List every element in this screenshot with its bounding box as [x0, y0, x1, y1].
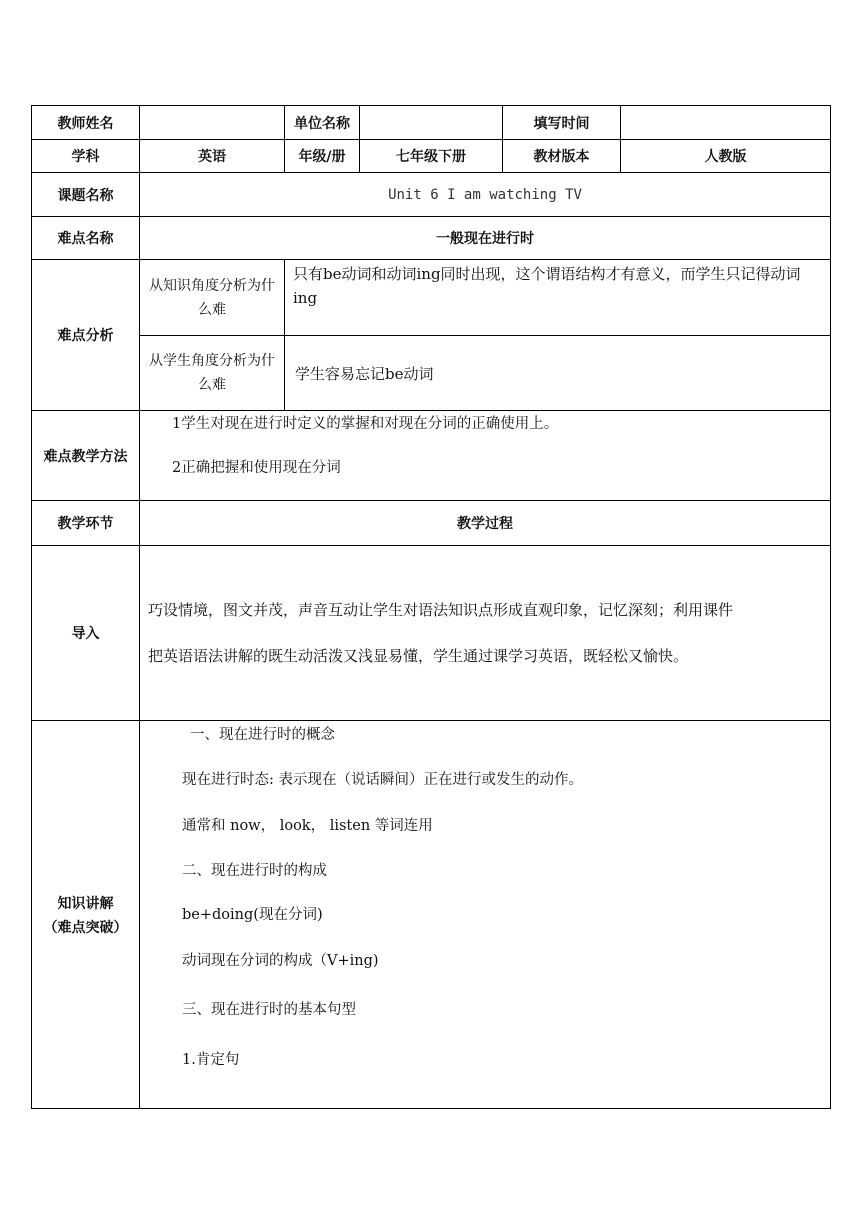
difficulty-row [32, 217, 831, 260]
knowledge-angle-label: 从知识角度分析为什么难 [140, 260, 285, 336]
knowledge-row [32, 721, 831, 1109]
knowledge-line-7: 三、现在进行时的基本句型 [182, 1002, 356, 1018]
method-line-1: 1学生对现在进行时定义的掌握和对现在分词的正确使用上。 [172, 416, 559, 432]
teacher-name-label: 教师姓名 [32, 106, 140, 140]
intro-label: 导入 [32, 546, 140, 721]
lesson-plan-table [31, 105, 831, 1109]
subject-label: 学科 [32, 140, 140, 173]
difficulty-label: 难点名称 [32, 217, 140, 260]
difficulty-value: 一般现在进行时 [140, 217, 831, 260]
knowledge-line-5: be+doing(现在分词) [182, 907, 323, 923]
analysis-label: 难点分析 [32, 260, 140, 411]
intro-content [140, 546, 831, 721]
subject-row [32, 140, 831, 173]
grade-label: 年级/册 [285, 140, 360, 173]
student-angle-label: 从学生角度分析为什么难 [140, 336, 285, 411]
process-header-row [32, 501, 831, 546]
topic-row [32, 173, 831, 217]
intro-row [32, 546, 831, 721]
knowledge-line-8: 1.肯定句 [182, 1052, 240, 1068]
unit-name-label: 单位名称 [285, 106, 360, 140]
method-label: 难点教学方法 [32, 411, 140, 501]
fill-date-label: 填写时间 [503, 106, 621, 140]
knowledge-angle-text: 只有be动词和动词ing同时出现，这个谓语结构才有意义，而学生只记得动词ing [285, 260, 831, 336]
topic-label: 课题名称 [32, 173, 140, 217]
method-line-2: 2正确把握和使用现在分词 [172, 460, 341, 476]
method-row [32, 411, 831, 501]
intro-line-2: 把英语语法讲解的既生动活泼又浅显易懂，学生通过课学习英语，既轻松又愉快。 [148, 647, 689, 665]
knowledge-line-6: 动词现在分词的构成（V+ing) [182, 953, 379, 969]
knowledge-line-4: 二、现在进行时的构成 [182, 863, 327, 879]
knowledge-line-3: 通常和 now， look， listen 等词连用 [182, 818, 433, 834]
knowledge-line-1: 一、现在进行时的概念 [190, 727, 335, 743]
unit-name-value [360, 106, 503, 140]
method-content [140, 411, 831, 501]
knowledge-label [32, 721, 140, 1109]
edition-label: 教材版本 [503, 140, 621, 173]
analysis-row-student [32, 336, 831, 411]
teacher-name-value [140, 106, 285, 140]
header-row [32, 106, 831, 140]
knowledge-label-line-2: （难点突破） [43, 919, 128, 936]
grade-value: 七年级下册 [360, 140, 503, 173]
edition-value: 人教版 [621, 140, 831, 173]
knowledge-label-line-1: 知识讲解 [57, 895, 114, 912]
analysis-row-knowledge [32, 260, 831, 336]
stage-header: 教学环节 [32, 501, 140, 546]
knowledge-content [140, 721, 831, 1109]
intro-line-1: 巧设情境，图文并茂，声音互动让学生对语法知识点形成直观印象，记忆深刻；利用课件 [148, 601, 734, 619]
process-header: 教学过程 [140, 501, 831, 546]
student-angle-text: 学生容易忘记be动词 [285, 336, 831, 411]
fill-date-value [621, 106, 831, 140]
topic-value: Unit 6 I am watching TV [140, 173, 831, 217]
subject-value: 英语 [140, 140, 285, 173]
knowledge-line-2: 现在进行时态: 表示现在（说话瞬间）正在进行或发生的动作。 [182, 772, 583, 788]
